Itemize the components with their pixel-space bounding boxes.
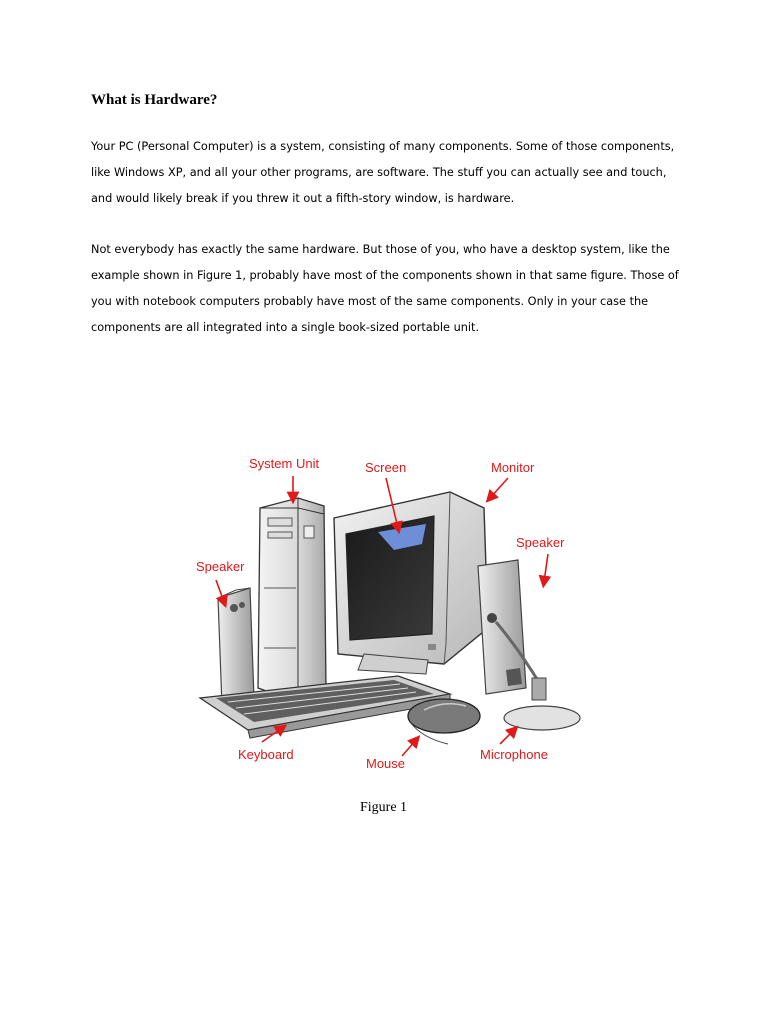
arrow-monitor (490, 478, 508, 498)
computer-figure (188, 448, 588, 778)
label-keyboard: Keyboard (238, 747, 294, 762)
system-unit-graphic (258, 498, 326, 700)
label-monitor: Monitor (491, 460, 535, 475)
label-speaker-right: Speaker (516, 535, 565, 550)
label-microphone: Microphone (480, 747, 548, 762)
arrow-mouse (402, 740, 416, 756)
paragraph-line: Not everybody has exactly the same hardware. But those of you, who have a desktop system, like the (91, 243, 670, 256)
monitor-graphic (334, 492, 488, 674)
paragraph-line: components are all integrated into a single book-sized portable unit. (91, 321, 480, 334)
figure-caption: Figure 1 (360, 800, 408, 815)
paragraph-line: you with notebook computers probably have most of the same components. Only in your case the (91, 295, 649, 308)
paragraph-line: like Windows XP, and all your other programs, are software. The stuff you can actually see and touch, (91, 166, 667, 179)
paragraph-1 (91, 134, 691, 212)
label-speaker-left: Speaker (196, 559, 245, 574)
arrow-microphone (500, 730, 514, 744)
computer-illustration (188, 448, 588, 778)
arrow-speaker-right (544, 554, 548, 582)
section-heading: What is Hardware? (91, 92, 218, 108)
label-mouse: Mouse (366, 756, 406, 771)
left-speaker-graphic (218, 588, 254, 706)
paragraph-2 (91, 237, 691, 341)
paragraph-line: and would likely break if you threw it out a fifth-story window, is hardware. (91, 192, 515, 205)
mouse-graphic (408, 699, 480, 744)
label-screen: Screen (365, 460, 407, 475)
paragraph-line: Your PC (Personal Computer) is a system, consisting of many components. Some of those components, (91, 140, 675, 153)
paragraph-line: example shown in Figure 1, probably have most of the components shown in that same figure. Those of (91, 269, 679, 282)
label-system-unit: System Unit (249, 456, 320, 471)
